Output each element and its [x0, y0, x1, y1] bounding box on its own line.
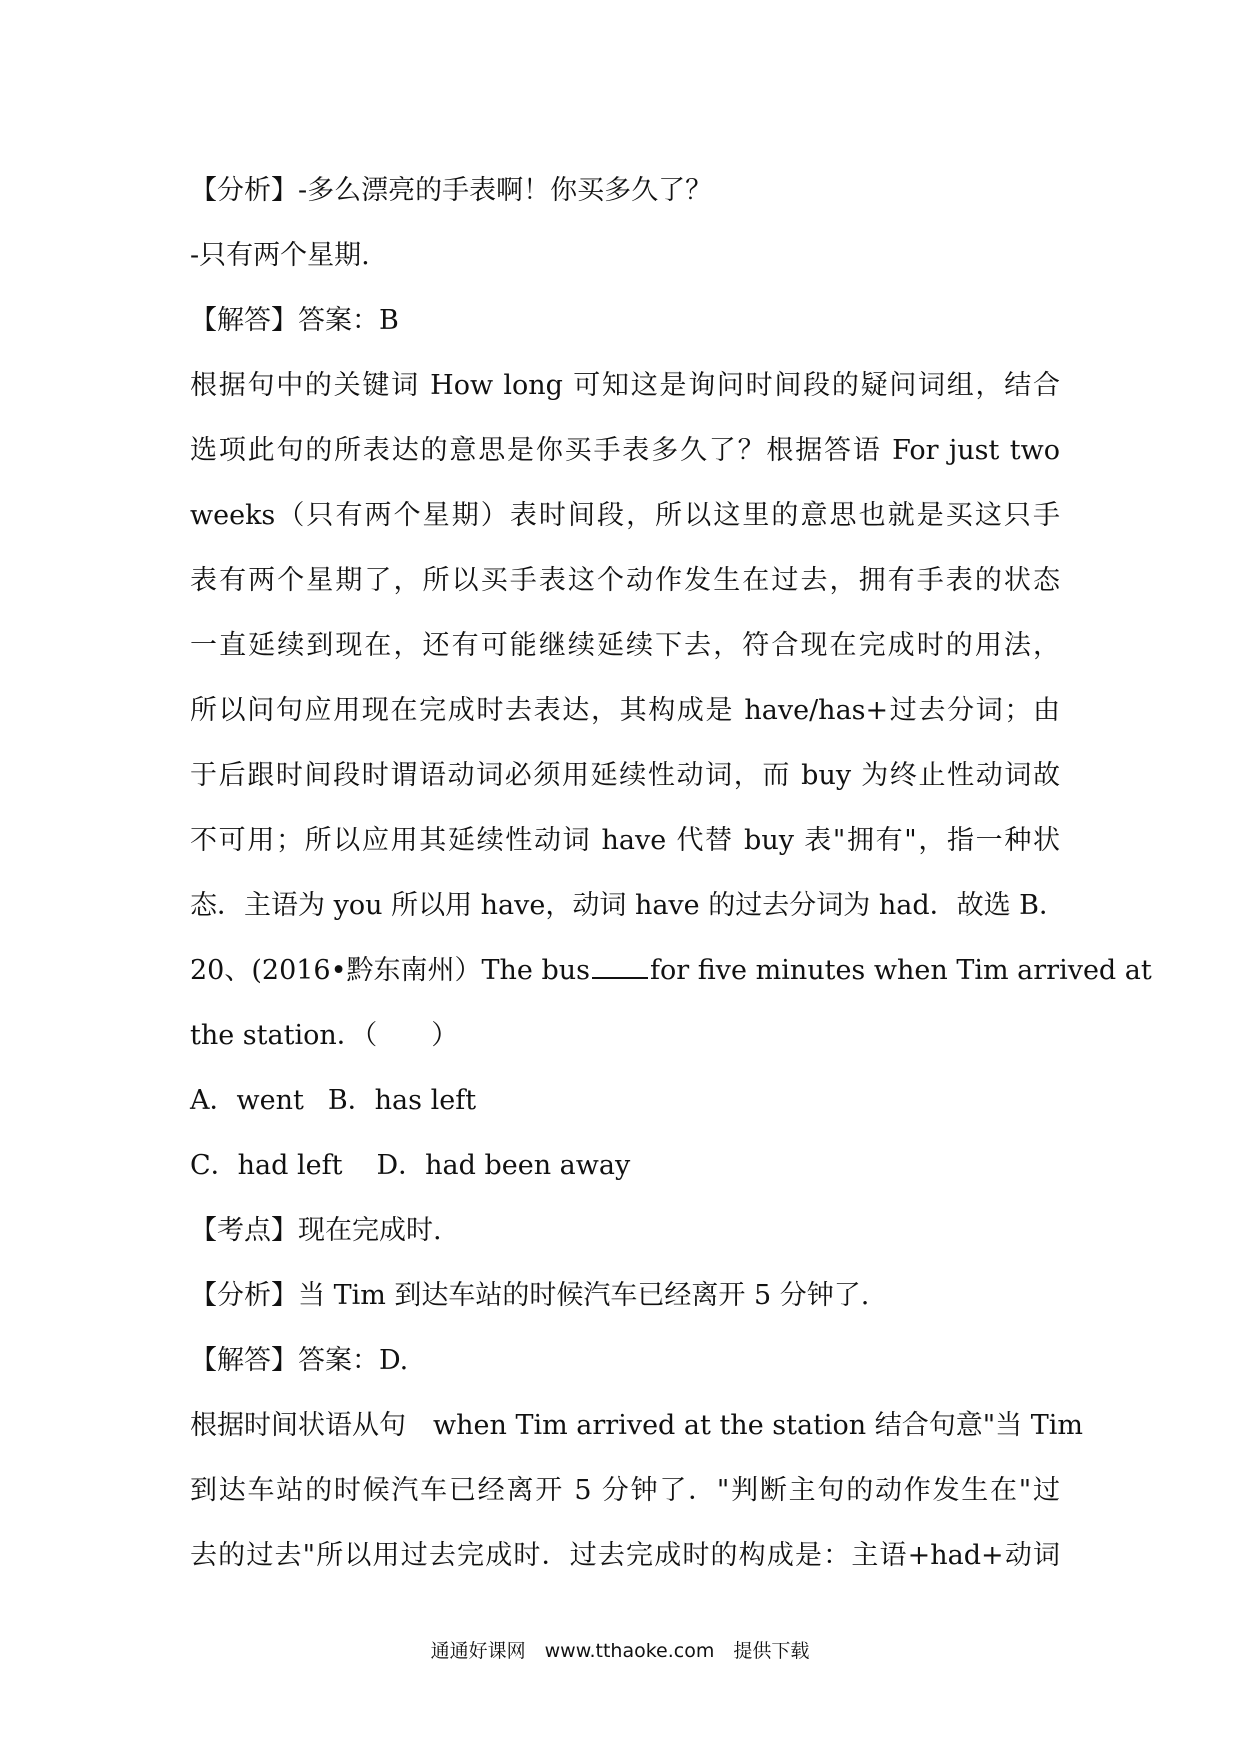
- option-b: B．has left: [327, 1085, 477, 1116]
- q20-explanation-line: 到达车站的时候汽车已经离开 5 分钟了．"判断主句的动作发生在"过: [190, 1475, 1060, 1506]
- q19-explanation-line: 不可用；所以应用其延续性动词 have 代替 buy 表"拥有"，指一种状: [190, 825, 1060, 856]
- q20-options-row-1: [190, 1068, 1060, 1133]
- q20-question-part-2: for five minutes when Tim arrived at: [650, 955, 1152, 986]
- answer-blank: [592, 955, 648, 979]
- q19-answer: 【解答】答案：B: [190, 305, 399, 336]
- q20-explanation-line: 根据时间状语从句 when Tim arrived at the station 结合句意"当 Tim: [190, 1410, 1084, 1441]
- q19-analysis-line-2: -只有两个星期.: [190, 240, 370, 271]
- q20-kaodian: 【考点】现在完成时.: [190, 1215, 442, 1246]
- document-body: [190, 158, 1152, 1588]
- q20-question-line-2: the station．（ ）: [190, 1020, 459, 1051]
- option-d: D．had been away: [376, 1150, 631, 1181]
- q20-question-line-1: [190, 938, 1152, 1003]
- q19-explanation-line: 根据句中的关键词 How long 可知这是询问时间段的疑问词组，结合: [190, 370, 1060, 401]
- q20-options-row-2: [190, 1133, 1060, 1198]
- q20-analysis: 【分析】当 Tim 到达车站的时候汽车已经离开 5 分钟了.: [190, 1280, 870, 1311]
- q19-explanation-line: 所以问句应用现在完成时去表达，其构成是 have/has+过去分词；由: [190, 695, 1060, 726]
- q19-explanation-line: weeks（只有两个星期）表时间段，所以这里的意思也就是买这只手: [190, 500, 1060, 531]
- q19-explanation-line: 表有两个星期了，所以买手表这个动作发生在过去，拥有手表的状态: [190, 565, 1060, 596]
- q20-explanation-line: 去的过去"所以用过去完成时．过去完成时的构成是：主语+had+动词: [190, 1540, 1060, 1571]
- page-footer: 通通好课网 www.tthaoke.com 提供下载: [430, 1640, 810, 1662]
- q19-analysis-line-1: 【分析】-多么漂亮的手表啊！你买多久了？: [190, 175, 713, 206]
- q19-explanation-line: 态．主语为 you 所以用 have，动词 have 的过去分词为 had．故选 B．: [190, 890, 1067, 921]
- q19-explanation-line: 一直延续到现在，还有可能继续延续下去，符合现在完成时的用法，: [190, 630, 1060, 661]
- option-a: A．went: [190, 1085, 304, 1116]
- q20-question-part-1: 20、(2016•黔东南州）The bus: [190, 955, 591, 986]
- q19-explanation-line: 选项此句的所表达的意思是你买手表多久了？根据答语 For just two: [190, 435, 1060, 466]
- option-c: C．had left: [190, 1150, 343, 1181]
- q20-answer: 【解答】答案：D.: [190, 1345, 409, 1376]
- q19-explanation-line: 于后跟时间段时谓语动词必须用延续性动词，而 buy 为终止性动词故: [190, 760, 1060, 791]
